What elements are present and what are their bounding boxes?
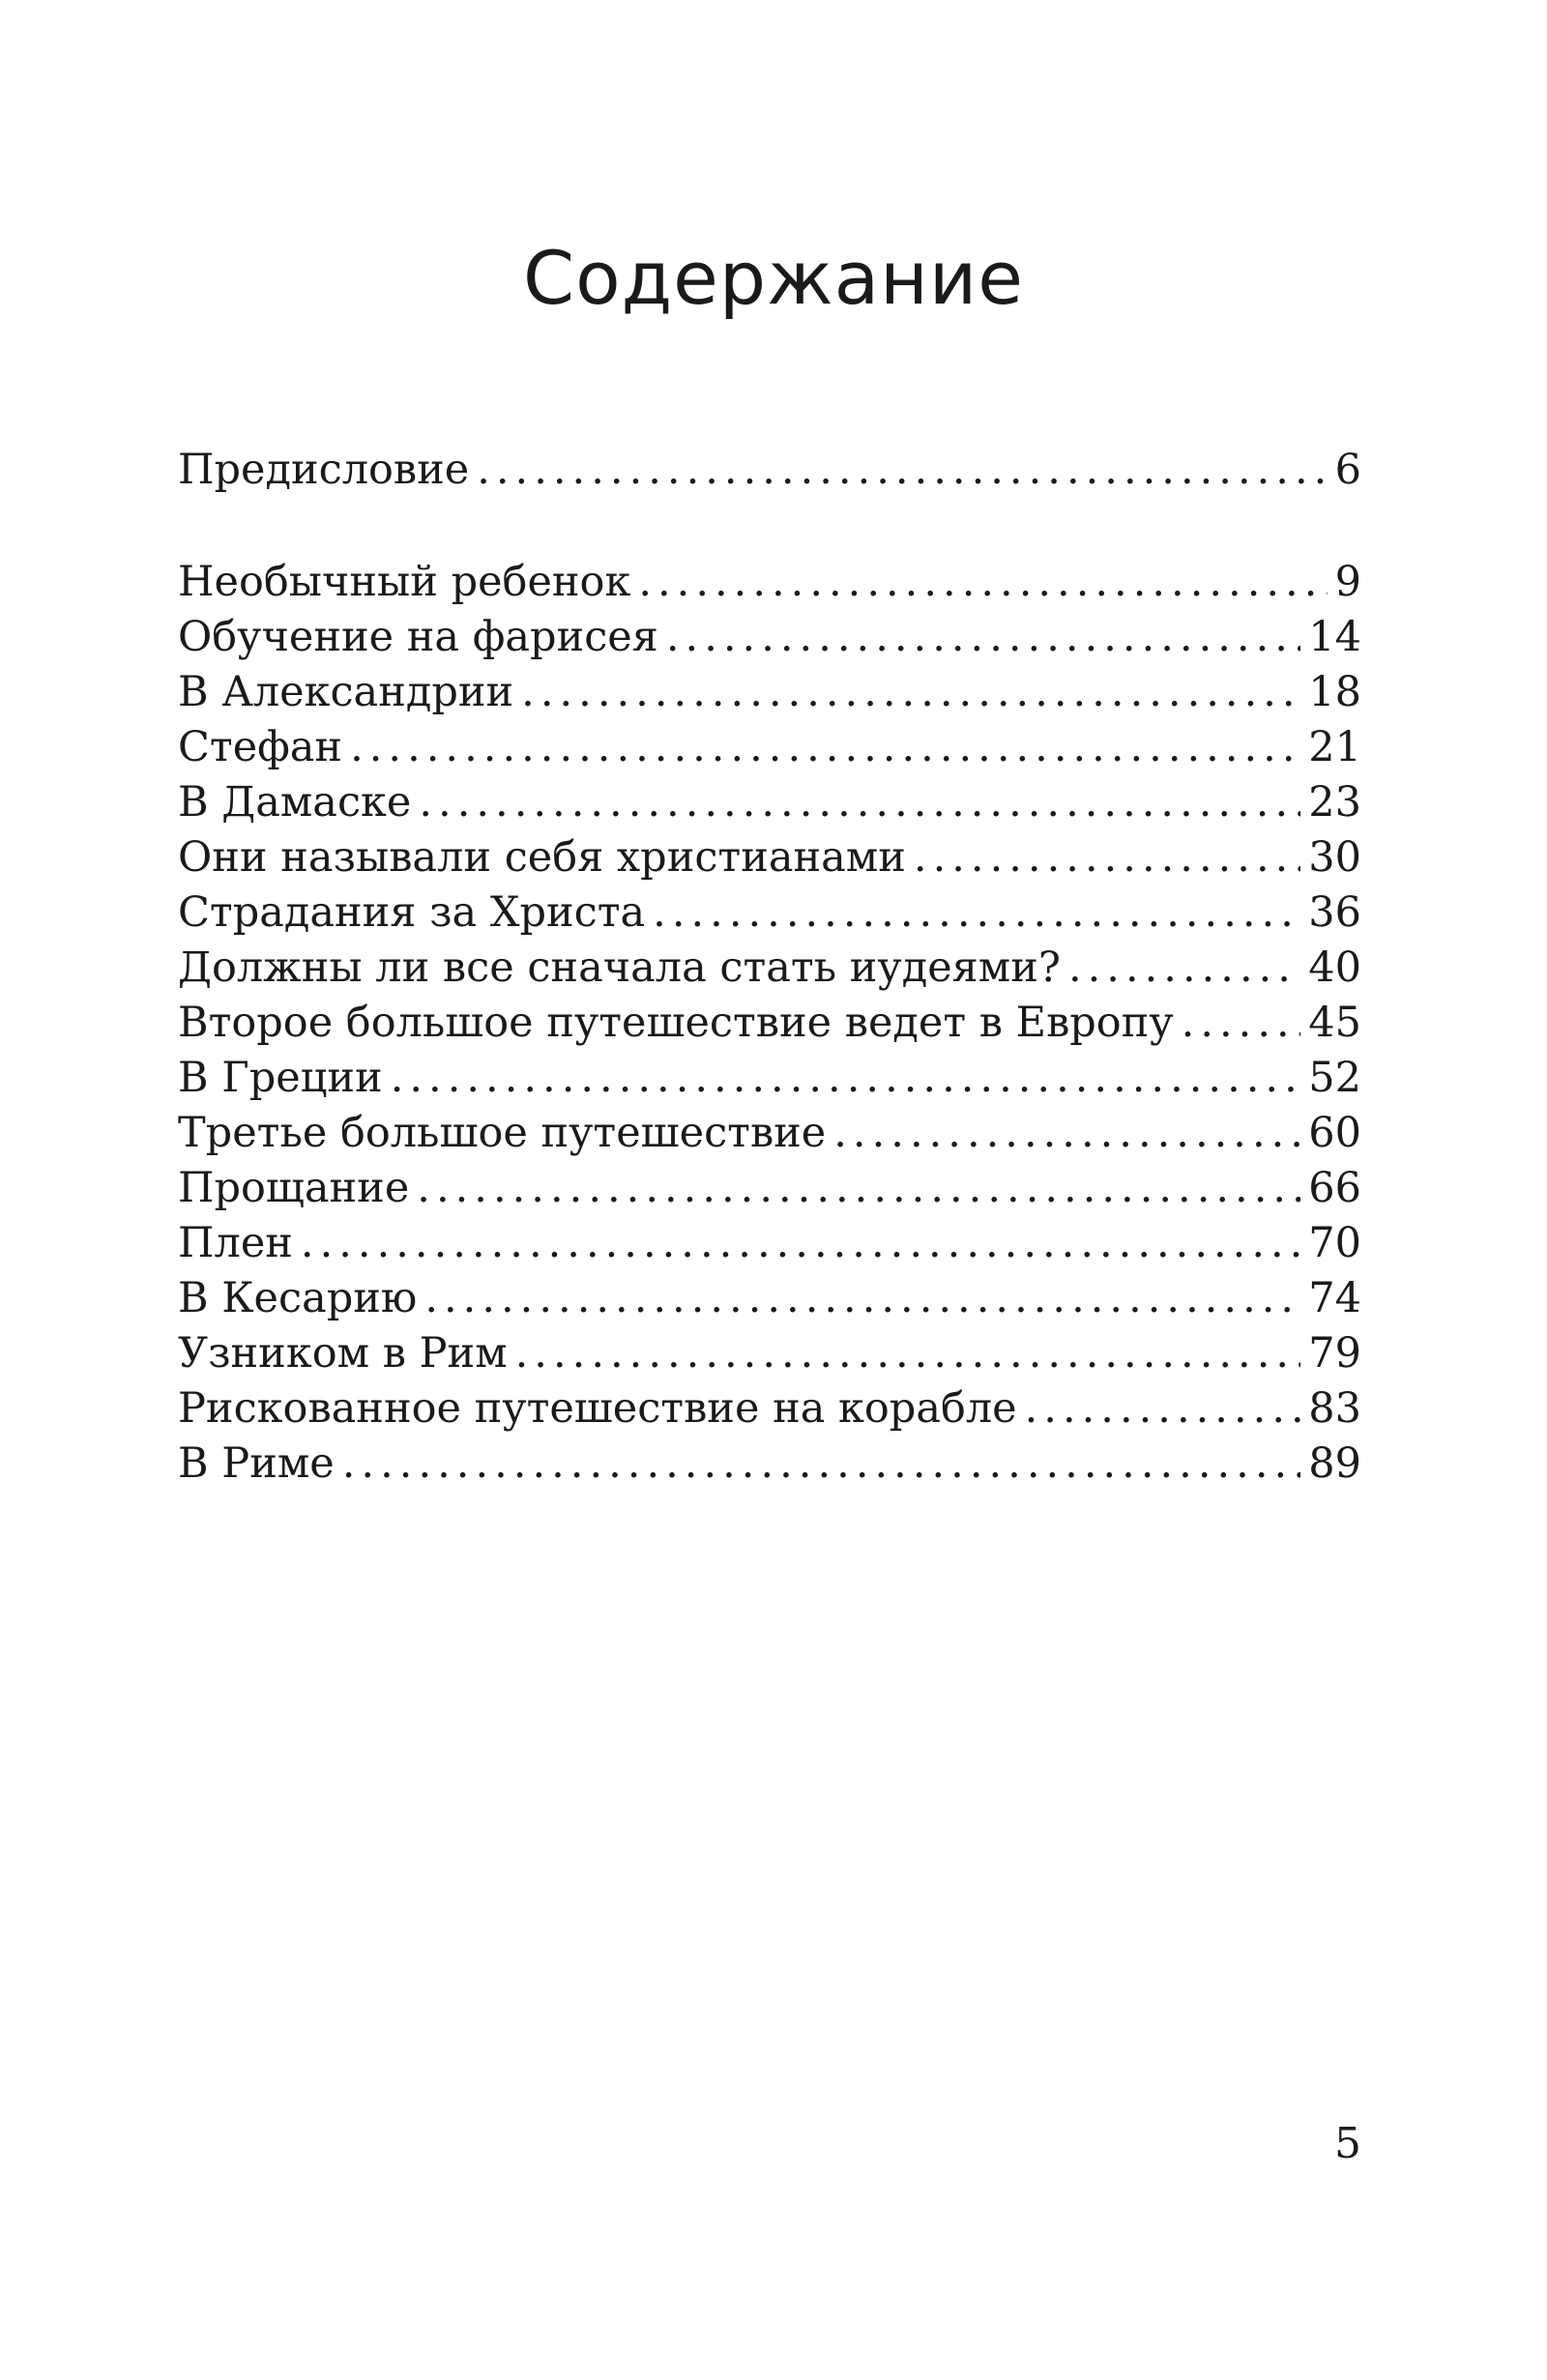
toc-entry	[178, 443, 1361, 498]
toc-entry-label: Прощание	[178, 1164, 410, 1212]
toc-entry	[178, 830, 1361, 885]
dot-leader	[391, 1051, 1301, 1106]
toc-entry	[178, 720, 1361, 775]
toc-entry	[178, 555, 1361, 610]
toc-entry	[178, 1381, 1361, 1437]
toc-entry-label: Рискованное путешествие на корабле	[178, 1384, 1017, 1433]
toc-entry-page: 83	[1308, 1384, 1361, 1433]
dot-leader	[638, 555, 1327, 610]
toc-entry-page: 52	[1308, 1054, 1361, 1102]
toc-entry-page: 6	[1334, 446, 1361, 494]
dot-leader	[1182, 996, 1301, 1051]
toc-entry	[178, 1216, 1361, 1271]
toc-entry-label: Третье большое путешествие	[178, 1109, 827, 1157]
toc-entry-label: В Греции	[178, 1054, 383, 1102]
toc-entry-page: 21	[1308, 723, 1361, 771]
toc-entry-label: Узником в Рим	[178, 1329, 508, 1378]
toc-entry	[178, 996, 1361, 1051]
dot-leader	[666, 610, 1300, 665]
dot-leader	[1068, 941, 1300, 996]
toc-preface	[178, 443, 1361, 498]
toc-entry	[178, 1161, 1361, 1216]
dot-leader	[914, 830, 1300, 885]
dot-leader	[350, 720, 1300, 775]
toc-entry	[178, 610, 1361, 665]
toc-chapter-list	[178, 555, 1361, 1492]
toc-entry	[178, 1326, 1361, 1381]
toc-entry-page: 60	[1308, 1109, 1361, 1157]
toc-entry-label: В Риме	[178, 1439, 335, 1488]
toc-entry-label: Страдания за Христа	[178, 888, 646, 937]
toc-entry-label: Должны ли все сначала стать иудеями?	[178, 943, 1061, 992]
toc-entry-label: Обучение на фарисея	[178, 613, 658, 661]
dot-leader	[342, 1437, 1301, 1492]
toc-entry-page: 30	[1308, 833, 1361, 882]
dot-leader	[417, 1161, 1300, 1216]
toc-entry	[178, 775, 1361, 830]
toc-entry-label: Необычный ребенок	[178, 558, 631, 606]
toc-entry-page: 36	[1308, 888, 1361, 937]
dot-leader	[1025, 1381, 1301, 1437]
toc-entry	[178, 1051, 1361, 1106]
toc-entry-page: 66	[1308, 1164, 1361, 1212]
toc-entry-page: 14	[1308, 613, 1361, 661]
toc-entry	[178, 885, 1361, 941]
toc-entry-page: 89	[1308, 1439, 1361, 1488]
dot-leader	[521, 665, 1300, 720]
toc-entry	[178, 1271, 1361, 1326]
toc-entry	[178, 665, 1361, 720]
dot-leader	[301, 1216, 1300, 1271]
dot-leader	[477, 443, 1327, 498]
toc-entry-label: В Кесарию	[178, 1274, 418, 1322]
toc-entry-label: Второе большое путешествие ведет в Европу	[178, 999, 1174, 1047]
toc-entry-page: 70	[1308, 1219, 1361, 1267]
toc-entry-label: Плен	[178, 1219, 293, 1267]
dot-leader	[515, 1326, 1301, 1381]
dot-leader	[419, 775, 1300, 830]
toc-entry	[178, 941, 1361, 996]
dot-leader	[833, 1106, 1300, 1161]
dot-leader	[653, 885, 1300, 941]
toc-entry-label: Стефан	[178, 723, 343, 771]
page-number: 5	[1334, 2119, 1361, 2168]
toc-entry-label: В Дамаске	[178, 778, 412, 827]
toc-entry-page: 45	[1308, 999, 1361, 1047]
page-title: Содержание	[523, 235, 1024, 321]
dot-leader	[424, 1271, 1300, 1326]
toc-entry-page: 9	[1334, 558, 1361, 606]
toc-entry-page: 18	[1308, 668, 1361, 716]
toc-entry-label: Предисловие	[178, 446, 470, 494]
toc-entry-page: 40	[1308, 943, 1361, 992]
toc-entry-label: В Александрии	[178, 668, 514, 716]
toc-entry	[178, 1437, 1361, 1492]
toc-entry-page: 74	[1308, 1274, 1361, 1322]
toc-entry	[178, 1106, 1361, 1161]
toc-entry-label: Они называли себя христианами	[178, 833, 906, 882]
toc-entry-page: 23	[1308, 778, 1361, 827]
toc-entry-page: 79	[1308, 1329, 1361, 1378]
